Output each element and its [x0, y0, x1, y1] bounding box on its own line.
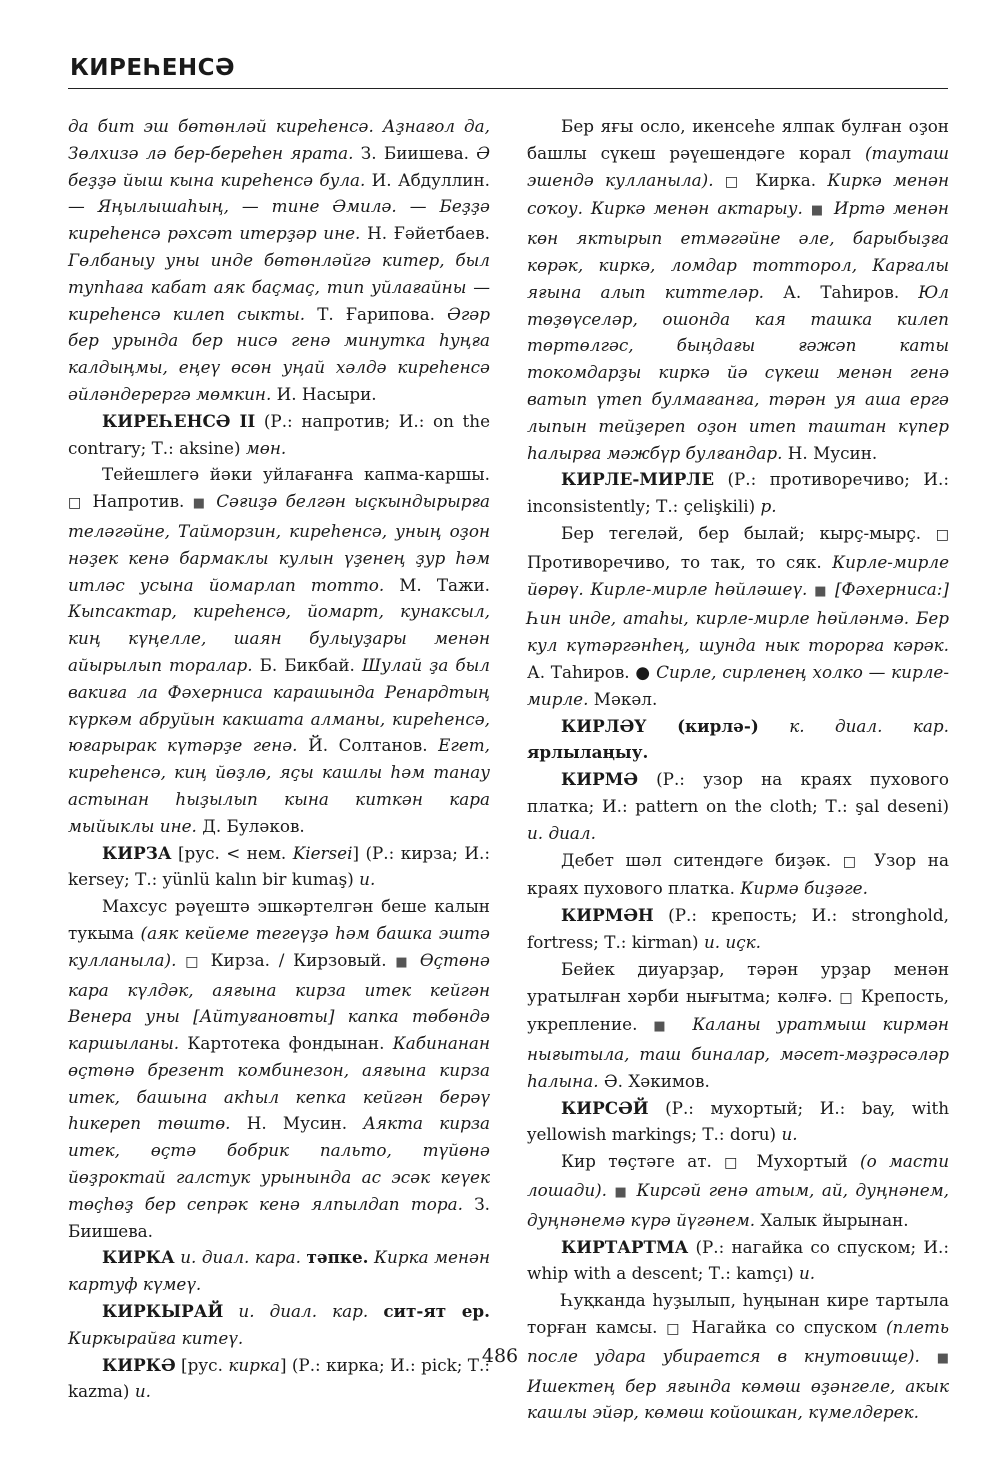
dictionary-paragraph: Бер яғы осло, икенсеһе ялпак булған оҙон башлы сүкеш рәүешендәге корал (тауташ эшендә кулланыла). □ Кирка. Киркә менән соҡоу. Киркә менән актарыу. ■ Иртә менән көн яктырып етмәгәйне әле, барыбыҙға көрәк, киркә, ломдар тотторол, Карғалы яғына алып киттеләр. А. Таһиров. Юл төҙөүселәр, ошонда кая ташка килеп төртөлгәс, быңдағы ғәжәп каты токомдарҙы киркә йә сүкеш менән генә ватып үтеп булмағанға, тәрән уя аша ергә лыпын тейҙереп оҙон итеп таштан күпер һалырға мәжбүр булғандар. Н. Мусин. — [527, 116, 949, 463]
running-head: КИРЕҺЕНСӘ — [70, 55, 236, 81]
dictionary-paragraph: КИРКА и. диал. кара. тәпке. Кирка менән картуф күмеү. — [68, 1247, 491, 1295]
dictionary-paragraph: КИРМӘН (Р.: крепость; И.: stronghold, fortress; Т.: kirman) и. иҫк. — [527, 905, 949, 952]
dictionary-paragraph: да бит эш бөтөнләй киреһенсә. Аҙнағол да, Зөлхизә лә бер-береһен ярата. З. Биишева. Ә беҙҙә йыш кына киреһенсә була. И. Абдуллин. — Яңылышаһың, — тине Әмилә. — Беҙҙә киреһенсә рәхсәт итерҙәр ине. Н. Ғәйетбаев. Гөлбаныу уны инде бөтөнләйгә китер, был тупһаға кабат аяк баҫмаҫ, тип уйлағайны — киреһенсә килеп сыкты. Т. Ғарипова. Әгәр бер урында бер нисә генә минутка һуңға калдыңмы, еңеү өсөн уңай хәлдә киреһенсә әйләндерергә мөмкин. И. Насыри. — [68, 116, 491, 404]
dictionary-paragraph: КИРЛЕ-МИРЛЕ (Р.: противоречиво; И.: inconsistently; Т.: çelişkili) р. — [527, 469, 949, 517]
dictionary-paragraph: КИРСӘЙ (Р.: мухортый; И.: bay, with yellowish markings; Т.: doru) и. — [527, 1097, 949, 1145]
dictionary-paragraph: КИРЗА [рус. < нем. Kiersei] (Р.: кирза; И.: kersey; Т.: yünlü kalın bir kumaş) и. — [68, 842, 490, 890]
left-column — [68, 113, 490, 1405]
dictionary-paragraph: КИРКЫРАЙ и. диал. кар. сит-ят ер. Киркырайға китеү. — [68, 1301, 490, 1348]
dictionary-paragraph: Бейек диуарҙар, тәрән урҙар менән уратылған хәрби нығытма; кәлғә. □ Крепость, укрепление. ■ Каланы уратмыш кирмән нығытыла, таш биналар, мәсет-мәҙрәсәләр һалына. Ә. Хәкимов. — [527, 958, 950, 1091]
dictionary-paragraph: Махсус рәүештә эшкәртелгән беше калын тукыма (аяк кейеме тегеүҙә һәм башка эштә кулланыла). □ Кирза. / Кирзовый. ■ Өҫтөнә кара күлдәк, аяғына кирза итек кейгән Венера уны [Айтуғановты] капка төбөндә каршыланы. Картотека фондынан. Кабинанан өҫтөнә брезент комбинезон, аяғына кирза итек, башына акһыл кепка кейгән берәү һикереп төштө. Н. Мусин. Аякта кирза итек, өҫтә бобрик пальто, түйөнә йөҙроктай галстук урынында ас эсәк кеүек төҫһөҙ бер сепрәк кенә ялпылдап тора. З. Биишева. — [68, 896, 490, 1241]
dictionary-paragraph: Тейешлегә йәки уйлағанға капма-каршы. □ Напротив. ■ Сәғиҙә белгән ыҫкындырырға теләгәйне, Тайморзин, киреһенсә, уның оҙон нәҙек кенә бармаклы кулын үҙенең ҙур һәм итләс усына йомарлап тотто. М. Тажи. Кыпсактар, киреһенсә, йомарт, кунаксыл, киң күңелле, шаян булыуҙары менән айырылып торалар. Б. Бикбай. Шулай ҙа был вакиға ла Фәхерниса карашында Ренардтың күркәм абруйын какшата алманы, киреһенсә, юғарырак күтәрҙе генә. Й. Солтанов. Егет, киреһенсә, киң йөҙлө, яҫы кашлы һәм танау астынан һыҙылып кына киткән кара мыйыклы ине. Д. Буләков. — [68, 464, 491, 836]
dictionary-paragraph: Бер тегеләй, бер былай; кырҫ-мырҫ. □ Противоречиво, то так, то сяк. Кирле-мирле йөрөү. Кирле-мирле һөйләшеү. ■ [Фәхерниса:] Һин инде, атаһы, кирле-мирле һөйләнмә. Бер кул күтәргәнһең, шунда нык торорға кәрәк. А. Таһиров. ● Сирле, сирленең холко — кирле-мирле. Мәкәл. — [527, 522, 949, 709]
dictionary-paragraph: КИРТАРТМА (Р.: нагайка со спуском; И.: whip with a descent; Т.: kamçı) и. — [527, 1236, 949, 1284]
dictionary-paragraph: Кир төҫтәге ат. □ Мухортый (о масти лошади). ■ Кирсәй генә атым, ай, дуңнәнем, дуңнәнемә күрә йүгәнем. Халык йырынан. — [527, 1151, 949, 1230]
page-number: 486 — [481, 1345, 519, 1367]
dictionary-paragraph: КИРМӘ (Р.: узор на краях пухового платка; И.: pattern on the cloth; Т.: şal deseni) и. диал. — [527, 769, 949, 843]
dictionary-paragraph: Һуқканда һуҙылып, һуңынан кире тартыла торған камсы. □ Нагайка со спуском (плеть после удара убирается в кнутовище). ■ Ишектең бер яғында көмөш өҙәнгеле, акык кашлы эйәр, көмөш койошкан, күмелдерек. — [527, 1290, 949, 1423]
dictionary-paragraph: Дебет шәл ситендәге биҙәк. □ Узор на краях пухового платка. Кирмә биҙәге. — [527, 849, 949, 899]
header-rule — [68, 88, 948, 89]
dictionary-paragraph: КИРЕҺЕНСӘ II (Р.: напротив; И.: on the contrary; Т.: aksine) мөн. — [68, 410, 491, 458]
dictionary-paragraph: КИРЛӘҮ (кирлә-) к. диал. кар. ярлылаңыу. — [527, 715, 949, 763]
right-column — [527, 113, 949, 1426]
dictionary-paragraph: КИРКӘ [рус. кирка] (Р.: кирка; И.: pick; Т.: kazma) и. — [68, 1354, 490, 1402]
